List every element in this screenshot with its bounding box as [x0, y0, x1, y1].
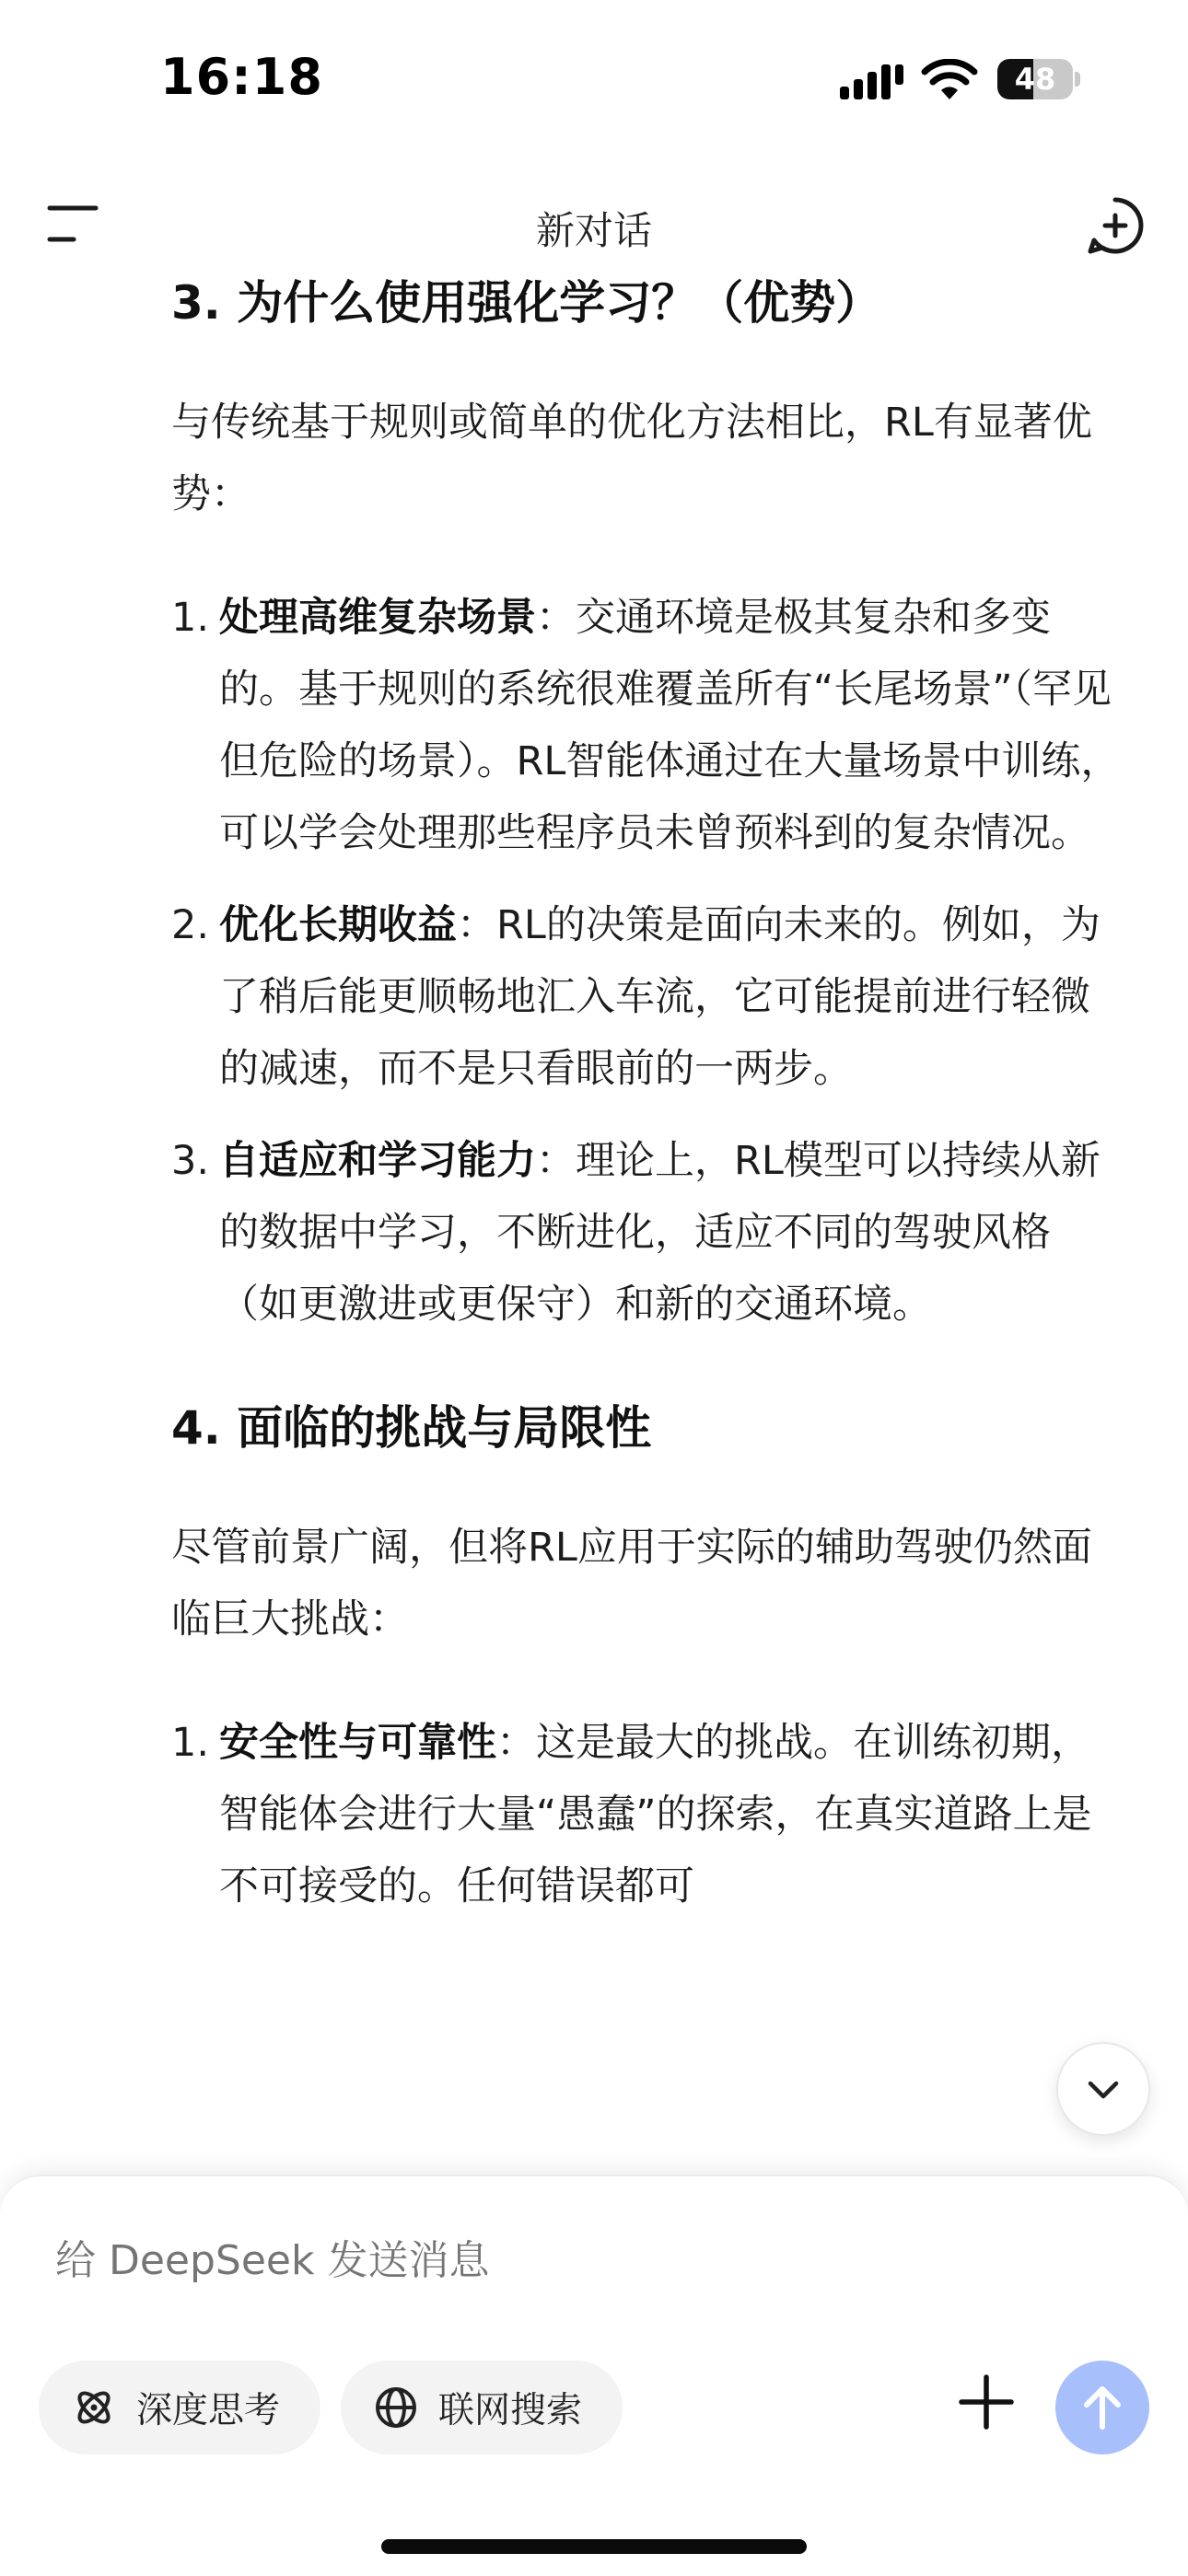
assistant-message: [171, 267, 1129, 1943]
scroll-to-bottom-button[interactable]: [1056, 2042, 1150, 2136]
status-bar: [0, 0, 1188, 157]
message-input[interactable]: [55, 2237, 976, 2284]
list-number: 1.: [171, 595, 210, 641]
section-intro: 与传统基于规则或简单的优化方法相比，RL有显著优势：: [171, 400, 1092, 517]
home-indicator: [381, 2539, 807, 2554]
battery-percentage: 48: [1014, 62, 1056, 97]
advantages-list: [171, 582, 1129, 1340]
list-item: [171, 889, 1129, 1105]
list-item: [171, 1125, 1129, 1340]
globe-icon: [374, 2385, 418, 2430]
list-item-text: ：这是最大的挑战。在训练初期，智能体会进行大量“愚蠢”的探索，在真实道路上是不可接受的。任何错误都可: [219, 1720, 1092, 1909]
list-number: 1.: [171, 1720, 210, 1766]
challenges-list: [171, 1707, 1129, 1922]
send-button[interactable]: [1055, 2361, 1149, 2454]
section-heading: 3. 为什么使用强化学习？（优势）: [171, 276, 882, 330]
list-item-text: ：交通环境是极其复杂和多变的。基于规则的系统很难覆盖所有“长尾场景”（罕见但危险的场景）。RL智能体通过在大量场景中训练，可以学会处理那些程序员未曾预料到的复杂情况。: [219, 595, 1121, 856]
nav-bar: [0, 175, 1188, 276]
message-composer: [0, 2175, 1188, 2576]
battery-icon: [997, 59, 1080, 99]
deep-think-button[interactable]: [39, 2361, 320, 2454]
list-item-text: ：理论上，RL模型可以持续从新的数据中学习，不断进化，适应不同的驾驶风格（如更激进或更保守）和新的交通环境。: [219, 1138, 1101, 1328]
atom-icon: [72, 2385, 116, 2430]
section-heading: 4. 面临的挑战与局限性: [171, 1401, 652, 1455]
list-item-title: 优化长期收益: [219, 902, 457, 948]
web-search-button[interactable]: [341, 2361, 623, 2454]
section-intro: 尽管前景广阔，但将RL应用于实际的辅助驾驶仍然面临巨大挑战：: [171, 1525, 1092, 1642]
list-item: [171, 582, 1129, 869]
chevron-down-icon: [1085, 2074, 1122, 2106]
deep-think-label: 深度思考: [136, 2390, 281, 2431]
list-item-title: 安全性与可靠性: [219, 1720, 496, 1766]
list-number: 2.: [171, 902, 210, 948]
cellular-signal-icon: [840, 63, 904, 99]
list-number: 3.: [171, 1138, 210, 1184]
list-item: [171, 1707, 1129, 1922]
page-title: 新对话: [535, 208, 652, 253]
list-item-title: 处理高维复杂场景: [219, 595, 536, 641]
arrow-up-icon: [1079, 2383, 1125, 2432]
attach-plus-icon[interactable]: [954, 2370, 1019, 2434]
web-search-label: 联网搜索: [438, 2390, 583, 2431]
wifi-icon: [921, 59, 978, 101]
new-chat-icon[interactable]: [1085, 195, 1146, 256]
list-item-text: ：RL的决策是面向未来的。例如，为了稍后能更顺畅地汇入车流，它可能提前进行轻微的减速，而不是只看眼前的一两步。: [219, 902, 1101, 1092]
status-time: 16:18: [160, 48, 323, 106]
list-item-title: 自适应和学习能力: [219, 1138, 536, 1184]
